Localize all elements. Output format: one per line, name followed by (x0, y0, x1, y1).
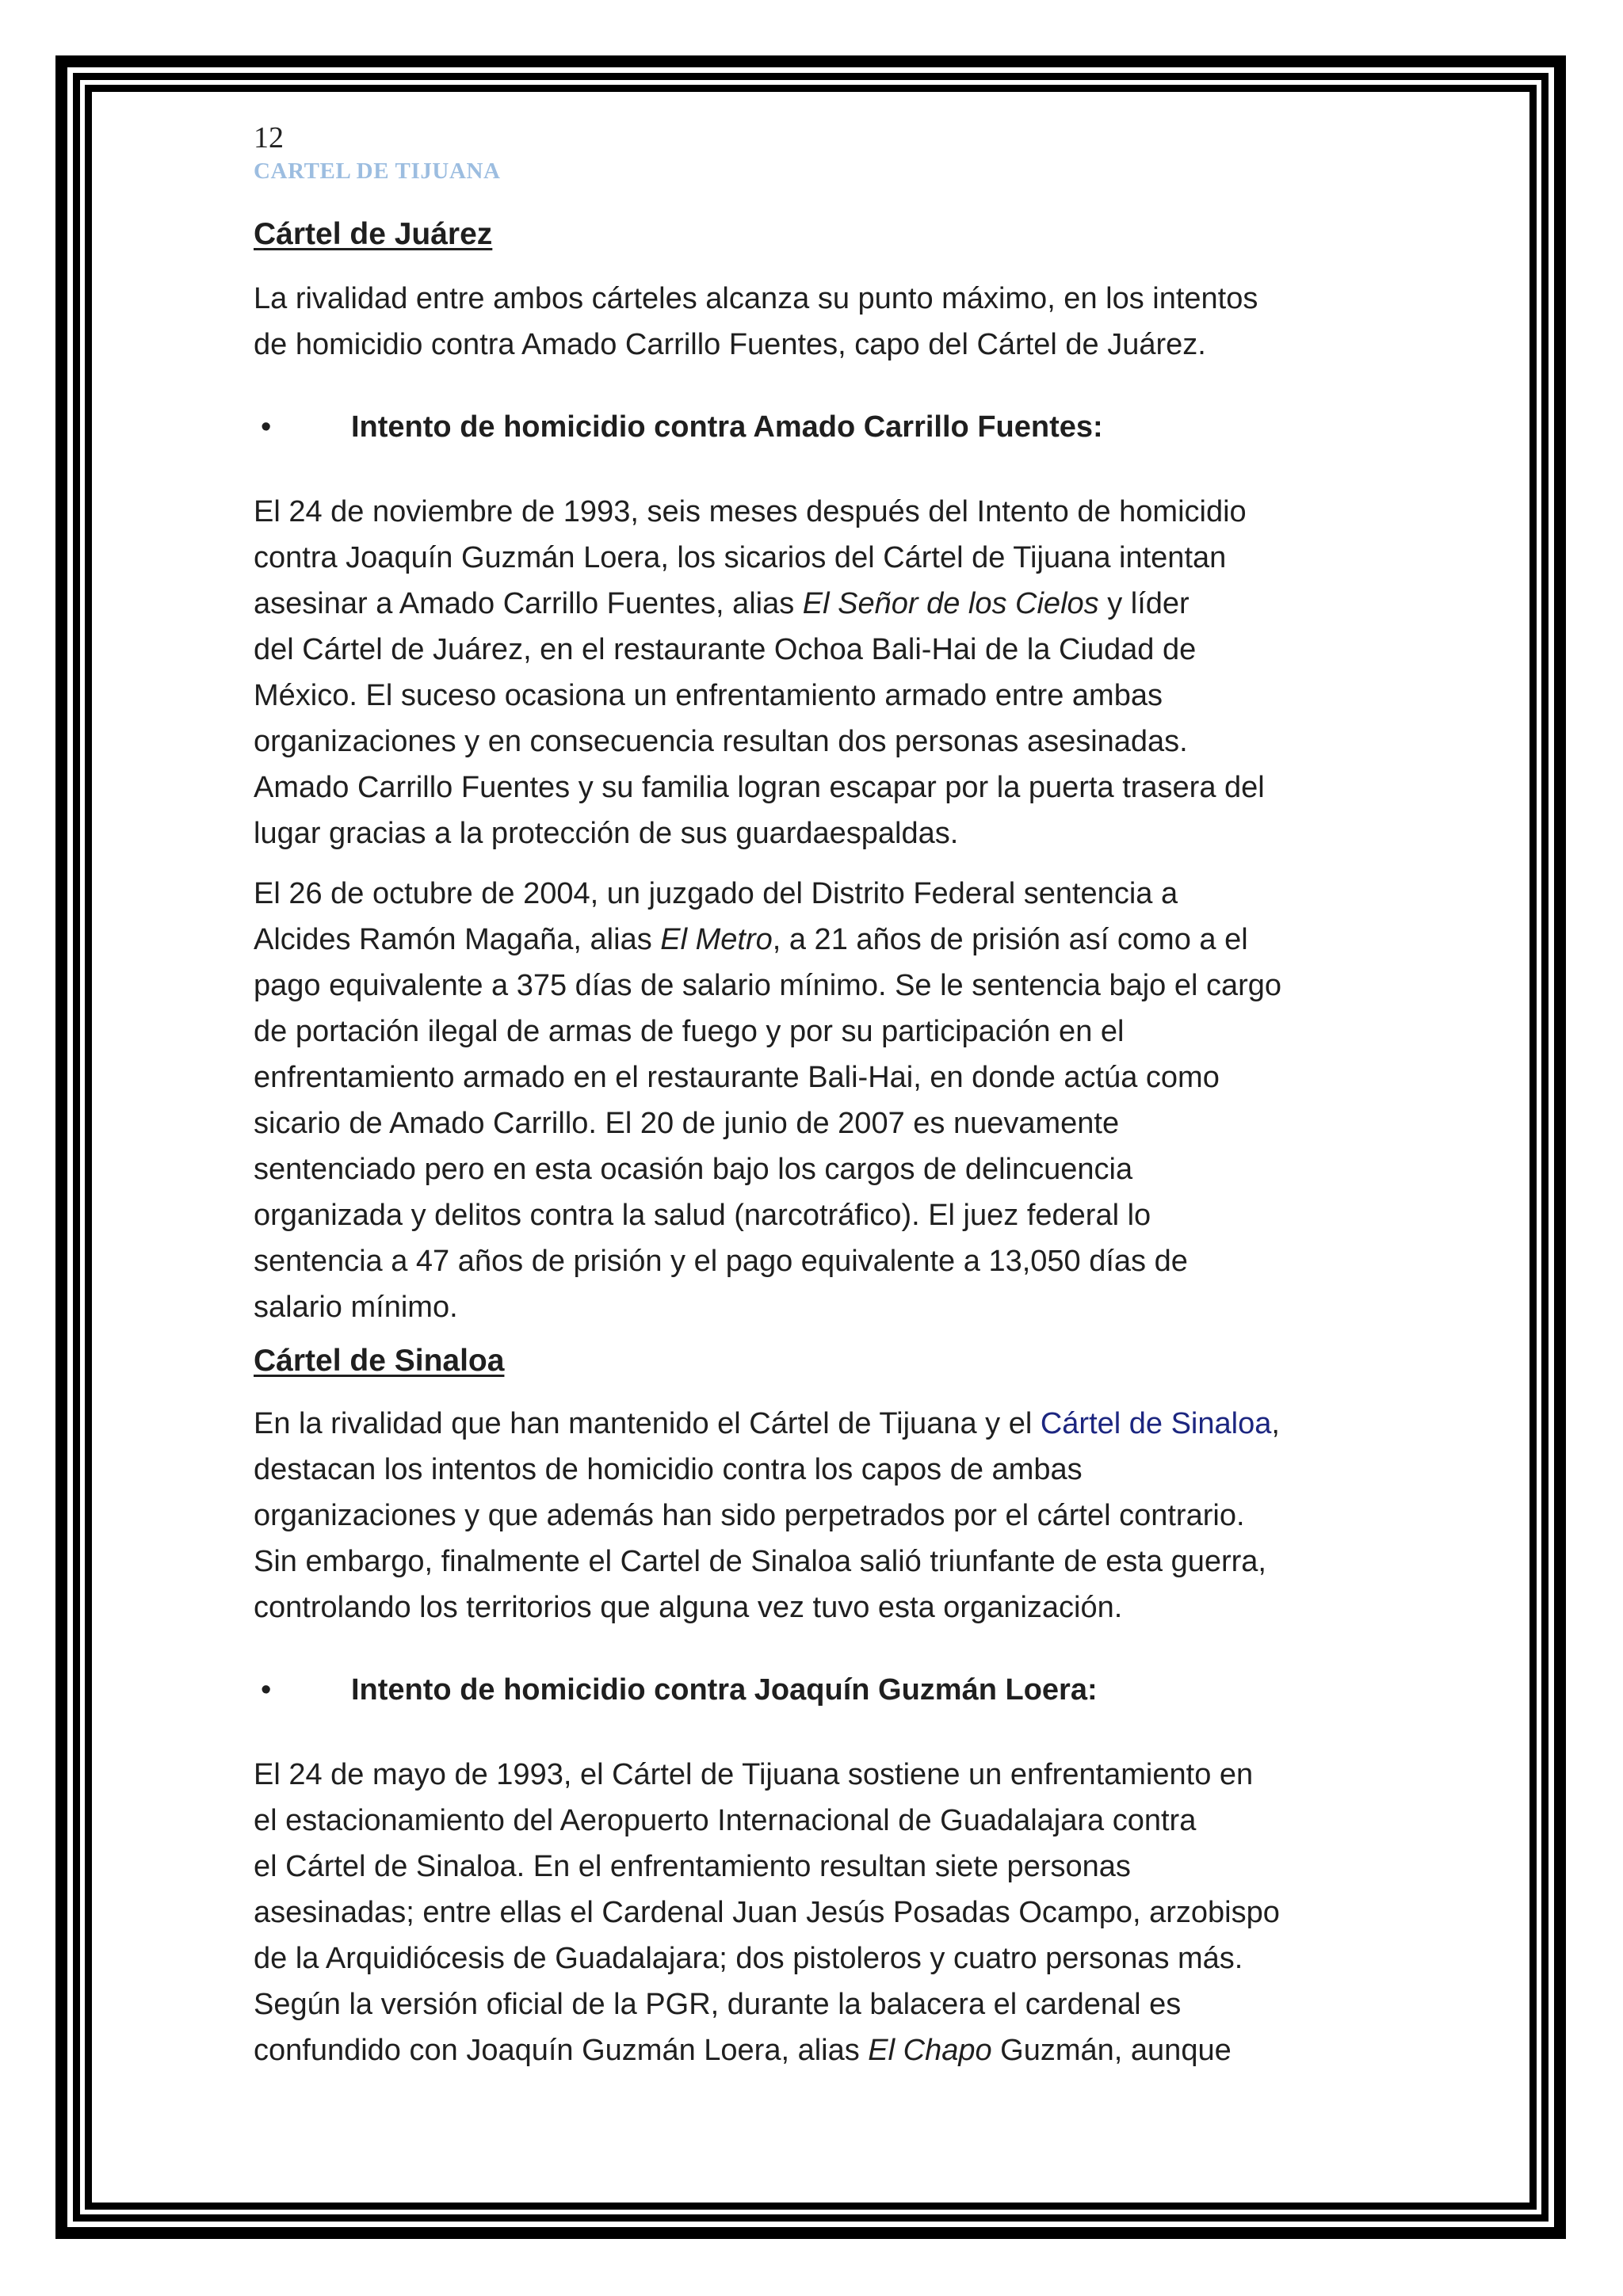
text-line: lugar gracias a la protección de sus guardaespaldas. (254, 817, 959, 850)
paragraph-juarez-intro (254, 276, 1258, 368)
text-line: sicario de Amado Carrillo. El 20 de junio de 2007 es nuevamente (254, 1107, 1120, 1140)
text-line: pago equivalente a 375 días de salario mínimo. Se le sentencia bajo el cargo (254, 969, 1282, 1002)
text-line: el Cártel de Sinaloa. En el enfrentamiento resultan siete personas (254, 1850, 1131, 1883)
text-segment: Alcides Ramón Magaña, alias (254, 923, 661, 956)
bullet-icon: • (261, 1673, 272, 1707)
text-line: contra Joaquín Guzmán Loera, los sicarios del Cártel de Tijuana intentan (254, 541, 1227, 574)
text-line: el estacionamiento del Aeropuerto Internacional de Guadalajara contra (254, 1804, 1197, 1837)
text-line: México. El suceso ocasiona un enfrentamiento armado entre ambas (254, 679, 1163, 712)
text-line: organizaciones y que además han sido perpetrados por el cártel contrario. (254, 1499, 1245, 1532)
section-heading-sinaloa: Cártel de Sinaloa (254, 1344, 505, 1378)
text-line: asesinadas; entre ellas el Cardenal Juan Jesús Posadas Ocampo, arzobispo (254, 1896, 1280, 1929)
text-line: del Cártel de Juárez, en el restaurante Ochoa Bali-Hai de la Ciudad de (254, 633, 1197, 666)
text-line: La rivalidad entre ambos cárteles alcanza su punto máximo, en los intentos (254, 282, 1258, 315)
italic-alias-text: El Chapo (868, 2034, 992, 2067)
text-line: sentenciado pero en esta ocasión bajo los cargos de delincuencia (254, 1153, 1133, 1186)
text-line: Amado Carrillo Fuentes y su familia logran escapar por la puerta trasera del (254, 771, 1265, 804)
running-header-title: CARTEL DE TIJUANA (254, 158, 501, 184)
text-segment: , a 21 años de prisión así como a el (772, 923, 1248, 956)
text-line (254, 1401, 1280, 1447)
text-line: controlando los territorios que alguna vez tuvo esta organización. (254, 1591, 1123, 1624)
text-segment: Guzmán, aunque (991, 2034, 1232, 2067)
text-segment: asesinar a Amado Carrillo Fuentes, alias (254, 587, 803, 620)
text-line (254, 581, 1265, 627)
link-cartel-de-sinaloa[interactable]: Cártel de Sinaloa (1040, 1407, 1272, 1440)
text-line: salario mínimo. (254, 1291, 458, 1324)
text-segment: En la rivalidad que han mantenido el Cártel de Tijuana y el (254, 1407, 1041, 1440)
text-line: El 24 de mayo de 1993, el Cártel de Tijuana sostiene un enfrentamiento en (254, 1758, 1254, 1791)
text-line: organizaciones y en consecuencia resultan dos personas asesinadas. (254, 725, 1188, 758)
paragraph-sinaloa-1 (254, 1752, 1280, 2073)
text-line: sentencia a 47 años de prisión y el pago equivalente a 13,050 días de (254, 1245, 1188, 1278)
page-number: 12 (254, 121, 284, 154)
bullet-item-sinaloa (254, 1667, 1098, 1713)
text-line: enfrentamiento armado en el restaurante Bali-Hai, en donde actúa como (254, 1061, 1220, 1094)
paragraph-sinaloa-intro (254, 1401, 1280, 1630)
italic-alias-text: El Metro (660, 923, 773, 956)
text-line: Según la versión oficial de la PGR, durante la balacera el cardenal es (254, 1988, 1182, 2021)
text-segment: confundido con Joaquín Guzmán Loera, alias (254, 2034, 869, 2067)
text-segment: , (1271, 1407, 1280, 1440)
bullet-item-juarez (254, 404, 1103, 450)
text-line: El 24 de noviembre de 1993, seis meses después del Intento de homicidio (254, 495, 1247, 528)
text-line (254, 917, 1281, 963)
text-segment: y líder (1098, 587, 1190, 620)
text-line: Sin embargo, finalmente el Cartel de Sinaloa salió triunfante de esta guerra, (254, 1545, 1266, 1578)
section-heading-juarez: Cártel de Juárez (254, 217, 493, 251)
paragraph-juarez-1 (254, 489, 1265, 856)
text-line: El 26 de octubre de 2004, un juzgado del Distrito Federal sentencia a (254, 877, 1178, 910)
text-line: de homicidio contra Amado Carrillo Fuentes, capo del Cártel de Juárez. (254, 328, 1206, 361)
bullet-icon: • (261, 410, 272, 444)
text-line: de portación ilegal de armas de fuego y por su participación en el (254, 1015, 1125, 1048)
text-line: destacan los intentos de homicidio contra los capos de ambas (254, 1453, 1083, 1486)
text-line: de la Arquidiócesis de Guadalajara; dos pistoleros y cuatro personas más. (254, 1942, 1243, 1975)
bullet-subheading-text: Intento de homicidio contra Joaquín Guzmán Loera: (351, 1673, 1098, 1707)
text-line (254, 2027, 1280, 2073)
italic-alias-text: El Señor de los Cielos (802, 587, 1099, 620)
text-line: organizada y delitos contra la salud (narcotráfico). El juez federal lo (254, 1199, 1151, 1232)
paragraph-juarez-2 (254, 871, 1281, 1330)
bullet-subheading-text: Intento de homicidio contra Amado Carrillo Fuentes: (351, 410, 1103, 444)
